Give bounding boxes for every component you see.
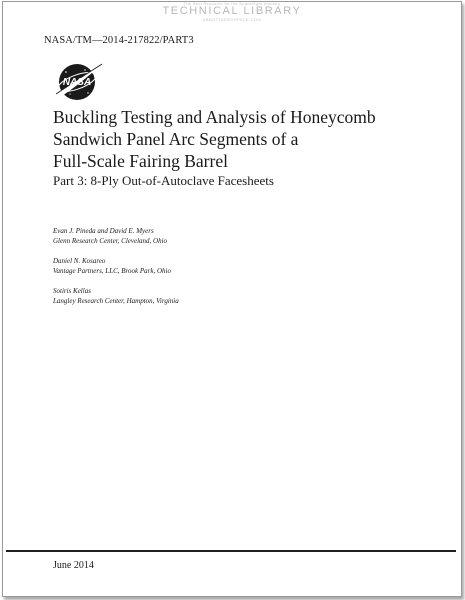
watermark-tagline: The Best Resource for the Spaceflight Industry [183, 1, 281, 6]
title-line: Buckling Testing and Analysis of Honeycomb [53, 107, 376, 127]
logo-wordmark: NASA [62, 77, 92, 88]
author-block [53, 286, 179, 306]
watermark [152, 1, 312, 22]
author-affiliation: Glenn Research Center, Cleveland, Ohio [53, 237, 168, 245]
author-block [53, 226, 167, 246]
publication-date: June 2014 [53, 560, 94, 571]
logo-star [84, 69, 85, 70]
logo-star [87, 92, 88, 93]
report-number: NASA/TM—2014-217822/PART3 [44, 35, 194, 46]
nasa-logo-icon [52, 58, 104, 104]
author-names: Daniel N. Kosareo [53, 257, 106, 265]
document-title [53, 106, 443, 172]
author-affiliation: Vantage Partners, LLC, Brook Park, Ohio [53, 267, 171, 275]
author-names: Evan J. Pineda and David E. Myers [53, 227, 154, 235]
author-block [53, 256, 171, 276]
footer-rule [6, 550, 456, 552]
author-affiliation: Langley Research Center, Hampton, Virginia [53, 297, 179, 305]
logo-star [65, 71, 67, 73]
author-names: Sotiris Kellas [53, 287, 91, 295]
title-line: Sandwich Panel Arc Segments of a [53, 129, 299, 149]
watermark-title: TECHNICAL LIBRARY [162, 5, 302, 17]
title-line: Full-Scale Fairing Barrel [53, 151, 228, 171]
logo-star [69, 93, 70, 94]
watermark-url: ABBOTTAEROSPACE.COM [202, 17, 262, 22]
document-subtitle: Part 3: 8-Ply Out-of-Autoclave Facesheets [53, 173, 274, 188]
